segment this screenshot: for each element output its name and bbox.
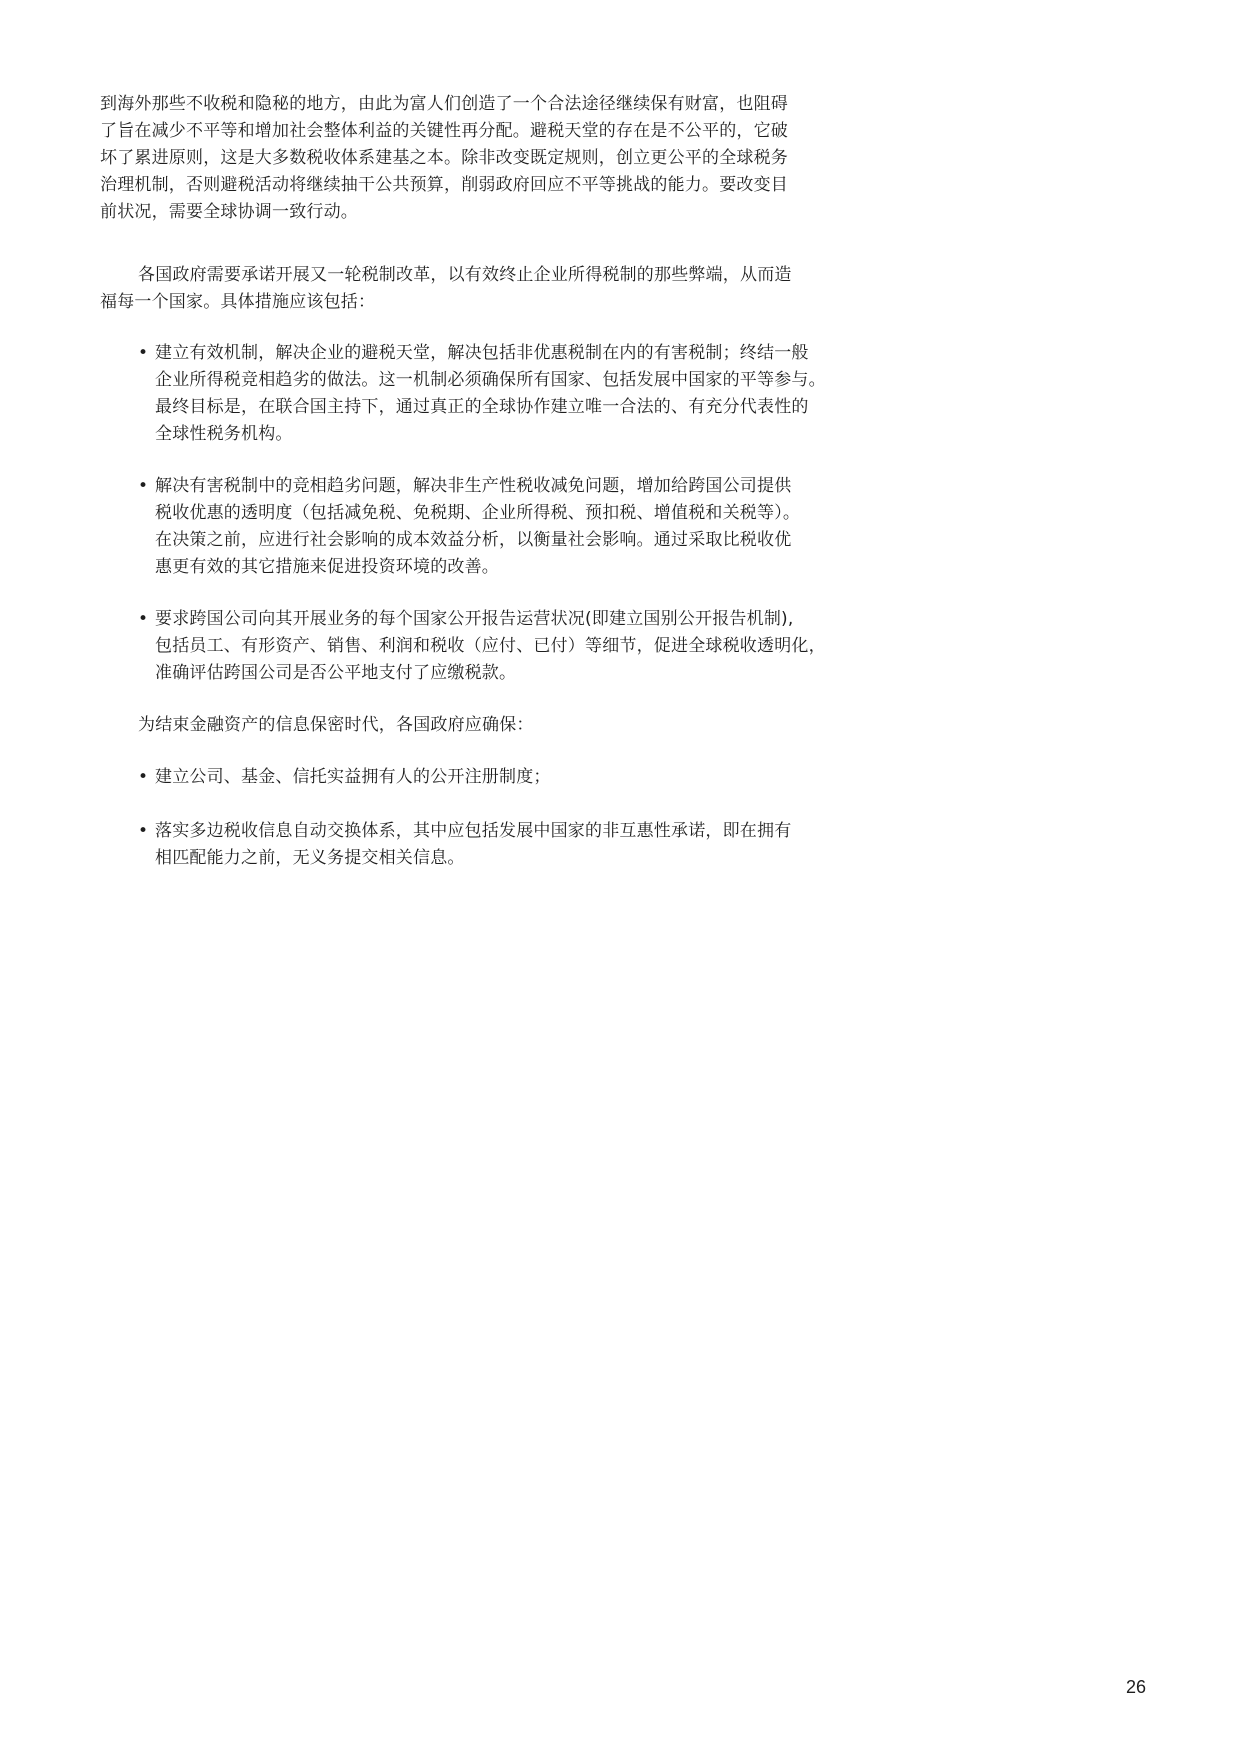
- bullet-marker: •: [138, 343, 149, 363]
- list-item-line: 建立公司、基金、信托实益拥有人的公开注册制度；: [155, 767, 551, 787]
- list-item-line: 解决有害税制中的竞相趋劣问题，解决非生产性税收减免问题，增加给跨国公司提供: [155, 476, 792, 496]
- bullet-marker: •: [138, 476, 149, 496]
- paragraph-line: 福每一个国家。具体措施应该包括：: [100, 292, 376, 312]
- list-item-line: 落实多边税收信息自动交换体系，其中应包括发展中国家的非互惠性承诺，即在拥有: [155, 821, 792, 841]
- list-item-line: 要求跨国公司向其开展业务的每个国家公开报告运营状况(即建立国别公开报告机制),: [155, 609, 794, 629]
- paragraph-line: 坏了累进原则，这是大多数税收体系建基之本。除非改变既定规则，创立更公平的全球税务: [100, 148, 788, 168]
- list-item-line: 准确评估跨国公司是否公平地支付了应缴税款。: [155, 663, 517, 683]
- page-number: 26: [1126, 1677, 1147, 1697]
- paragraph-3: 为结束金融资产的信息保密时代，各国政府应确保：: [138, 715, 534, 735]
- list-item-line: 建立有效机制，解决企业的避税天堂，解决包括非优惠税制在内的有害税制；终结一般: [155, 343, 809, 363]
- paragraph-line: 各国政府需要承诺开展又一轮税制改革，以有效终止企业所得税制的那些弊端，从而造: [138, 265, 792, 285]
- paragraph-line: 到海外那些不收税和隐秘的地方，由此为富人们创造了一个合法途径继续保有财富，也阻碍: [100, 94, 788, 114]
- paragraph-line: 了旨在减少不平等和增加社会整体利益的关键性再分配。避税天堂的存在是不公平的，它破: [100, 121, 788, 141]
- list-item-line: 在决策之前，应进行社会影响的成本效益分析，以衡量社会影响。通过采取比税收优: [155, 530, 792, 550]
- bullet-marker: •: [138, 767, 149, 787]
- paragraph-line: 前状况，需要全球协调一致行动。: [100, 202, 358, 222]
- bullet-marker: •: [138, 609, 149, 629]
- list-item-line: 企业所得税竞相趋劣的做法。这一机制必须确保所有国家、包括发展中国家的平等参与。: [155, 370, 826, 390]
- list-item-line: 相匹配能力之前，无义务提交相关信息。: [155, 848, 465, 868]
- list-item-line: 最终目标是，在联合国主持下，通过真正的全球协作建立唯一合法的、有充分代表性的: [155, 397, 809, 417]
- list-item-line: 惠更有效的其它措施来促进投资环境的改善。: [155, 557, 499, 577]
- list-item-line: 包括员工、有形资产、销售、利润和税收（应付、已付）等细节，促进全球税收透明化，: [155, 636, 826, 656]
- paragraph-line: 治理机制，否则避税活动将继续抽干公共预算，削弱政府回应不平等挑战的能力。要改变目: [100, 175, 788, 195]
- list-item-line: 全球性税务机构。: [155, 424, 293, 444]
- bullet-marker: •: [138, 821, 149, 841]
- list-item-line: 税收优惠的透明度（包括减免税、免税期、企业所得税、预扣税、增值税和关税等）。: [155, 503, 801, 523]
